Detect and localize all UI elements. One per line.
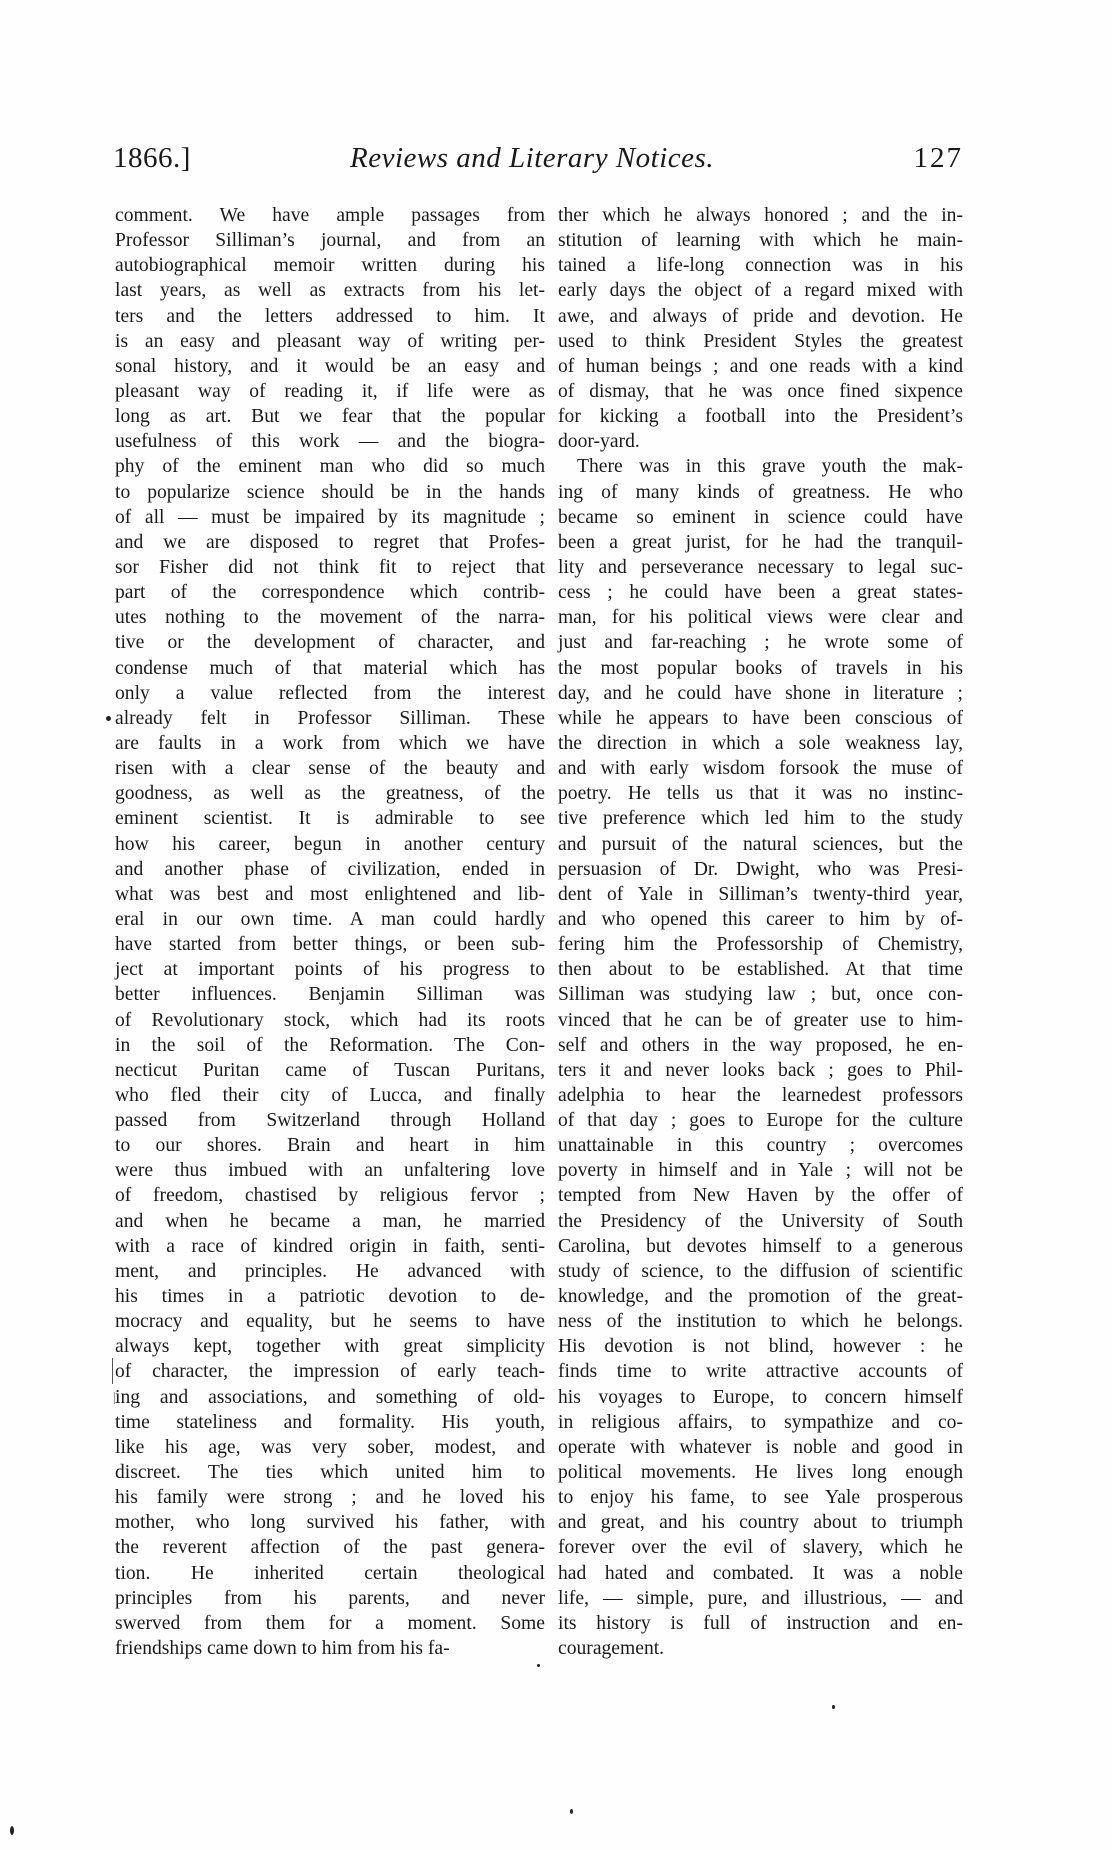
text-line: with a race of kindred origin in faith, senti- — [115, 1235, 545, 1257]
text-line: ing of many kinds of greatness. He who — [558, 481, 963, 503]
text-line: awe, and always of pride and devotion. He — [558, 305, 963, 327]
text-line: phy of the eminent man who did so much — [115, 456, 545, 478]
text-line: are faults in a work from which we have — [115, 732, 545, 754]
text-line: dent of Yale in Silliman’s twenty-third year, — [558, 883, 963, 905]
text-line: in the soil of the Reformation. The Con- — [115, 1034, 545, 1056]
text-line: the reverent affection of the past genera- — [115, 1537, 545, 1559]
text-line: day, and he could have shone in literature ; — [558, 682, 963, 704]
text-line: autobiographical memoir written during his — [115, 255, 545, 277]
text-line: used to think President Styles the greatest — [558, 330, 963, 352]
left-text-column — [115, 203, 545, 1661]
text-line: vinced that he can be of greater use to him- — [558, 1009, 963, 1031]
running-header — [113, 142, 963, 182]
text-line: and another phase of civilization, ended in — [115, 858, 545, 880]
text-line: Professor Silliman’s journal, and from an — [115, 230, 545, 252]
text-line: forever over the evil of slavery, which he — [558, 1537, 963, 1559]
text-line: what was best and most enlightened and lib- — [115, 883, 545, 905]
text-line: have started from better things, or been sub- — [115, 934, 545, 956]
text-line: comment. We have ample passages from — [115, 205, 545, 226]
text-line: tion. He inherited certain theological — [115, 1562, 545, 1584]
text-line: persuasion of Dr. Dwight, who was Presi- — [558, 858, 963, 880]
scan-speck-mark — [537, 1664, 540, 1667]
text-line: There was in this grave youth the mak- — [577, 456, 963, 478]
text-line: ject at important points of his progress to — [115, 959, 545, 981]
scan-speck-mark — [10, 1826, 14, 1835]
text-line: unattainable in this country ; overcomes — [558, 1135, 963, 1157]
text-line: Silliman was studying law ; but, once con- — [558, 984, 963, 1006]
scan-speck-mark — [832, 1705, 835, 1709]
text-line: mother, who long survived his father, with — [115, 1512, 545, 1534]
text-line: and when he became a man, he married — [115, 1210, 545, 1232]
text-line: life, — simple, pure, and illustrious, — and — [558, 1587, 963, 1609]
text-line: had hated and combated. It was a noble — [558, 1562, 963, 1584]
text-line: is an easy and pleasant way of writing per- — [115, 330, 545, 352]
text-line: operate with whatever is noble and good in — [558, 1436, 963, 1458]
text-line: already felt in Professor Silliman. These — [115, 707, 545, 729]
text-line: for kicking a football into the President’s — [558, 406, 963, 428]
text-line: self and others in the way proposed, he en- — [558, 1034, 963, 1056]
text-line: his voyages to Europe, to concern himself — [558, 1386, 963, 1408]
text-line: goodness, as well as the greatness, of the — [115, 783, 545, 805]
text-line: condense much of that material which has — [115, 657, 545, 679]
text-line: tive preference which led him to the study — [558, 808, 963, 830]
text-line: study of science, to the diffusion of scientific — [558, 1260, 963, 1282]
text-line: and great, and his country about to triumph — [558, 1512, 963, 1534]
scan-margin-line — [114, 1392, 115, 1404]
text-line: just and far-reaching ; he wrote some of — [558, 632, 963, 654]
text-line: and pursuit of the natural sciences, but the — [558, 833, 963, 855]
text-line: friendships came down to him from his fa- — [115, 1638, 450, 1660]
text-line: been a great jurist, for he had the tranquil- — [558, 531, 963, 553]
text-line: ters and the letters addressed to him. It — [115, 305, 545, 327]
text-line: sonal history, and it would be an easy and — [115, 355, 545, 377]
text-line: risen with a clear sense of the beauty and — [115, 758, 545, 780]
text-line: like his age, was very sober, modest, and — [115, 1436, 545, 1458]
text-line: knowledge, and the promotion of the great- — [558, 1286, 963, 1308]
text-line: eminent scientist. It is admirable to see — [115, 808, 545, 830]
text-line: finds time to write attractive accounts of — [558, 1361, 963, 1383]
text-line: always kept, together with great simplicity — [115, 1336, 545, 1358]
right-text-column — [558, 203, 963, 1661]
text-line: cess ; he could have been a great states- — [558, 582, 963, 604]
text-line: political movements. He lives long enough — [558, 1462, 963, 1484]
scan-speck-mark — [570, 1809, 573, 1814]
text-line: of all — must be impaired by its magnitude ; — [115, 506, 545, 528]
text-line: part of the correspondence which contrib- — [115, 582, 545, 604]
text-line: long as art. But we fear that the popular — [115, 406, 545, 428]
text-line: who fled their city of Lucca, and finally — [115, 1084, 545, 1106]
text-line: ters it and never looks back ; goes to Phil- — [558, 1059, 963, 1081]
text-line: passed from Switzerland through Holland — [115, 1110, 545, 1132]
text-line: early days the object of a regard mixed with — [558, 280, 963, 302]
text-line: pleasant way of reading it, if life were as — [115, 380, 545, 402]
text-line: necticut Puritan came of Tuscan Puritans, — [115, 1059, 545, 1081]
text-line: of dismay, that he was once fined sixpence — [558, 380, 963, 402]
page-number: 127 — [913, 142, 963, 174]
text-line: then about to be established. At that time — [558, 959, 963, 981]
text-line: to popularize science should be in the hands — [115, 481, 545, 503]
text-line: the direction in which a sole weakness lay, — [558, 732, 963, 754]
text-line: to enjoy his fame, to see Yale prosperous — [558, 1487, 963, 1509]
text-line: door-yard. — [558, 431, 640, 453]
text-line: poetry. He tells us that it was no instinc- — [558, 783, 963, 805]
text-line: in religious affairs, to sympathize and co- — [558, 1411, 963, 1433]
text-line: and we are disposed to regret that Profes- — [115, 531, 545, 553]
text-line: tained a life-long connection was in his — [558, 255, 963, 277]
text-line: while he appears to have been conscious of — [558, 707, 963, 729]
text-line: of Revolutionary stock, which had its roots — [115, 1009, 545, 1031]
text-line: of that day ; goes to Europe for the culture — [558, 1110, 963, 1132]
text-line: were thus imbued with an unfaltering love — [115, 1160, 545, 1182]
header-running-title: Reviews and Literary Notices. — [350, 142, 715, 174]
text-line: his times in a patriotic devotion to de- — [115, 1286, 545, 1308]
text-line: of freedom, chastised by religious fervor ; — [115, 1185, 545, 1207]
text-line: couragement. — [558, 1638, 665, 1660]
text-line: discreet. The ties which united him to — [115, 1462, 545, 1484]
text-line: sor Fisher did not think fit to reject that — [115, 556, 545, 578]
header-year: 1866.] — [113, 142, 191, 174]
text-line: ness of the institution to which he belongs. — [558, 1311, 963, 1333]
text-line: stitution of learning with which he main- — [558, 230, 963, 252]
text-line: adelphia to hear the learnedest professors — [558, 1084, 963, 1106]
scan-speck-mark — [106, 716, 111, 721]
text-line: mocracy and equality, but he seems to have — [115, 1311, 545, 1333]
text-line: eral in our own time. A man could hardly — [115, 908, 545, 930]
text-line: the most popular books of travels in his — [558, 657, 963, 679]
text-line: ing and associations, and something of old- — [115, 1386, 545, 1408]
text-line: better influences. Benjamin Silliman was — [115, 984, 545, 1006]
text-line: utes nothing to the movement of the narra- — [115, 607, 545, 629]
text-line: became so eminent in science could have — [558, 506, 963, 528]
text-line: and who opened this career to him by of- — [558, 908, 963, 930]
text-line: His devotion is not blind, however : he — [558, 1336, 963, 1358]
text-line: fering him the Professorship of Chemistry, — [558, 934, 963, 956]
text-line: its history is full of instruction and en- — [558, 1612, 963, 1634]
text-line: lity and perseverance necessary to legal suc- — [558, 556, 963, 578]
text-line: Carolina, but devotes himself to a generous — [558, 1235, 963, 1257]
text-line: poverty in himself and in Yale ; will not be — [558, 1160, 963, 1182]
text-line: usefulness of this work — and the biogra- — [115, 431, 545, 453]
text-line: swerved from them for a moment. Some — [115, 1612, 545, 1634]
text-line: of human beings ; and one reads with a kind — [558, 355, 963, 377]
text-line: tive or the development of character, and — [115, 632, 545, 654]
text-line: ment, and principles. He advanced with — [115, 1260, 545, 1282]
text-line: to our shores. Brain and heart in him — [115, 1135, 545, 1157]
text-line: last years, as well as extracts from his let- — [115, 280, 545, 302]
text-line: only a value reflected from the interest — [115, 682, 545, 704]
text-line: time stateliness and formality. His youth, — [115, 1411, 545, 1433]
text-line: tempted from New Haven by the offer of — [558, 1185, 963, 1207]
text-line: his family were strong ; and he loved his — [115, 1487, 545, 1509]
text-line: and with early wisdom forsook the muse of — [558, 758, 963, 780]
scan-margin-line — [112, 1358, 113, 1384]
text-line: of character, the impression of early teach- — [115, 1361, 545, 1383]
text-line: ther which he always honored ; and the in- — [558, 205, 963, 226]
text-line: principles from his parents, and never — [115, 1587, 545, 1609]
text-line: the Presidency of the University of South — [558, 1210, 963, 1232]
text-line: man, for his political views were clear and — [558, 607, 963, 629]
text-line: how his career, begun in another century — [115, 833, 545, 855]
